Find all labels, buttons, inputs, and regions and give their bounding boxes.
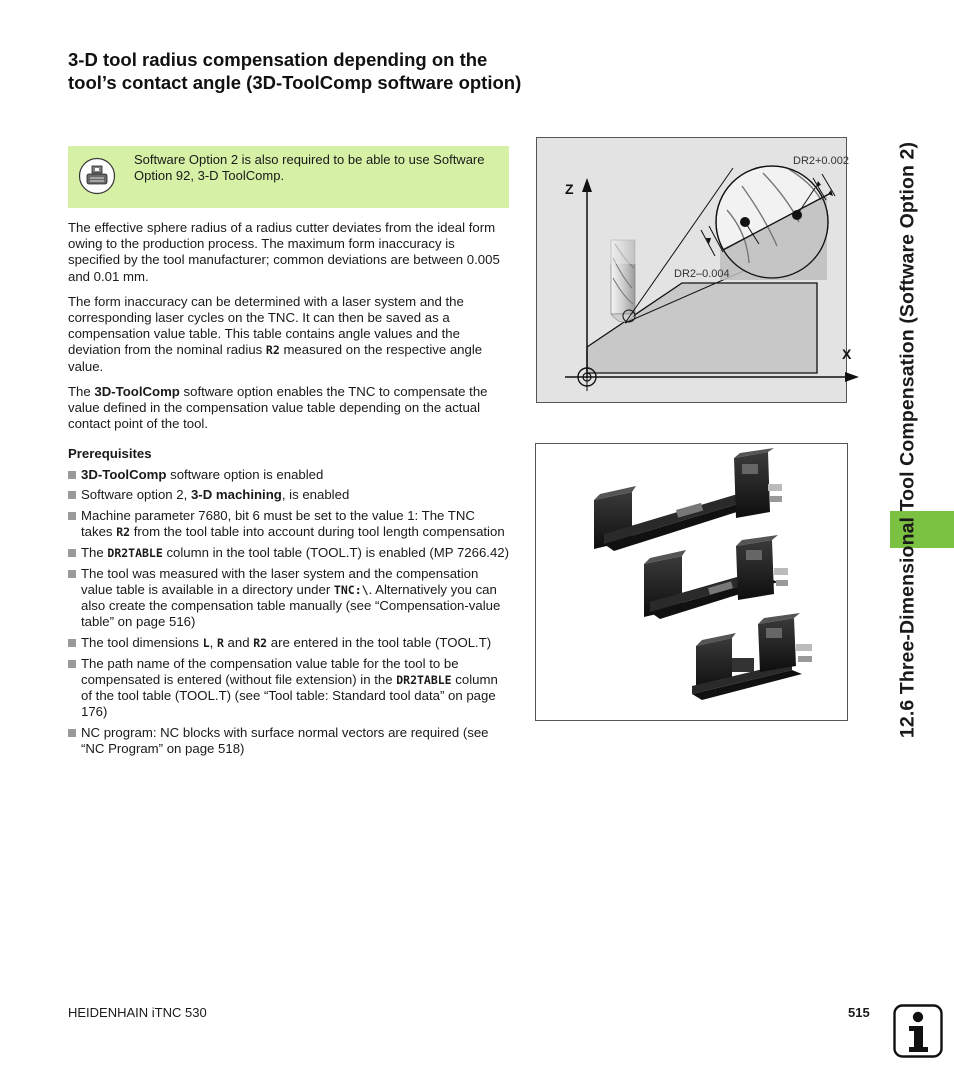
form-inaccuracy-paragraph: The form inaccuracy can be determined with a laser system and the corresponding laser cycles on the TNC. It can then be saved as a compensation value table. This table contains angle values and the deviation from the nominal radius R2 measured on the respective angle value. [68, 293, 483, 374]
photo-svg [536, 444, 847, 720]
magnified-detail [701, 166, 835, 280]
dr2-plus-label: DR2+0.002 [793, 155, 849, 167]
note-text: Software Option 2 is also required to be able to use Software Option 92, 3-D ToolComp. [134, 152, 485, 183]
laser-system-photo [535, 443, 848, 721]
x-axis-arrow-icon [845, 372, 859, 382]
body-text [68, 220, 510, 762]
toolcomp-paragraph: The 3D-ToolComp software option enables the TNC to compensate the value defined in the compensation value table depending on the actual contact point of the tool. [68, 383, 488, 432]
list-item: The path name of the compensation value table for the tool to be compensated is entered (without file extension) in the DR2TABLE column of the tool table (TOOL.T) (see “Tool table: Standard tool data” on page 176) [68, 656, 510, 721]
diagram-svg [537, 138, 852, 402]
list-item: 3D-ToolComp software option is enabled [68, 467, 510, 483]
prerequisites-title: Prerequisites [68, 446, 152, 462]
list-item: Software option 2, 3-D machining, is enabled [68, 487, 510, 503]
list-item: The tool was measured with the laser system and the compensation value table is available in a directory under TNC:\. Alternatively you can also create the compensation table manually (see “Compensation-value table” on page 516) [68, 566, 510, 631]
section-heading: 3-D tool radius compensation depending on the tool’s contact angle (3D-ToolComp software option) [68, 49, 522, 93]
z-axis-arrow-icon [582, 178, 592, 192]
list-item: NC program: NC blocks with surface normal vectors are required (see “NC Program” on page 518) [68, 725, 510, 757]
z-axis-label: Z [565, 181, 574, 197]
software-option-icon [78, 157, 116, 195]
note-box [68, 146, 509, 208]
prerequisites-list [68, 467, 510, 758]
footer-product: HEIDENHAIN iTNC 530 [68, 1005, 207, 1020]
laser-unit-2 [644, 535, 788, 619]
page-number: 515 [848, 1005, 870, 1020]
info-icon [893, 1004, 943, 1058]
list-item: Machine parameter 7680, bit 6 must be set to the value 1: The TNC takes R2 from the tool table into account during tool length compensation [68, 508, 510, 540]
intro-paragraph: The effective sphere radius of a radius cutter deviates from the ideal form owing to the production process. The maximum form inaccuracy is specified by the tool manufacturer; common deviations are between 0.005 and 0.01 mm. [68, 220, 500, 284]
list-item: The tool dimensions L, R and R2 are entered in the tool table (TOOL.T) [68, 635, 510, 651]
ball-cutter [609, 238, 637, 322]
x-axis-label: X [842, 346, 852, 362]
tool-compensation-diagram [536, 137, 852, 403]
laser-unit-1 [594, 448, 782, 551]
dr2-minus-label: DR2–0.004 [674, 268, 730, 280]
list-item: The DR2TABLE column in the tool table (TOOL.T) is enabled (MP 7266.42) [68, 545, 510, 561]
laser-unit-3 [692, 613, 812, 700]
